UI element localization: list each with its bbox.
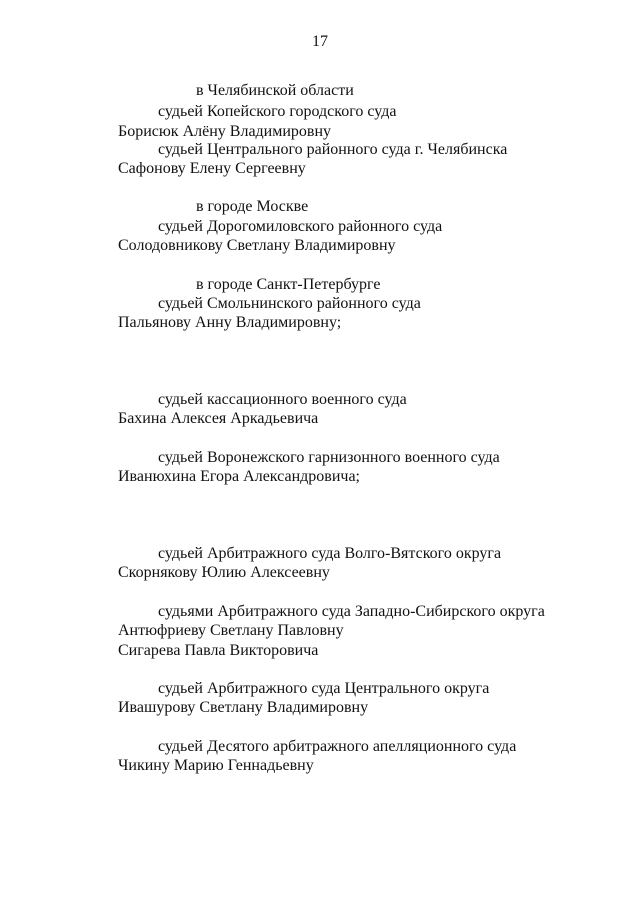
judge-name: Пальянову Анну Владимировну; — [118, 314, 342, 331]
judge-name: Чикину Марию Геннадьевну — [118, 757, 314, 774]
court-line: судьей Воронежского гарнизонного военного суда — [158, 449, 500, 466]
judge-name: Иванюхина Егора Александровича; — [118, 468, 360, 485]
judge-name: Сигарева Павла Викторовича — [118, 642, 319, 659]
court-line: судьей Смольнинского районного суда — [158, 295, 421, 312]
region-heading: в Челябинской области — [196, 82, 354, 99]
court-line: судьей Арбитражного суда Центрального округа — [158, 680, 490, 697]
region-heading: в городе Санкт-Петербурге — [196, 276, 381, 293]
judge-name: Скорнякову Юлию Алексеевну — [118, 564, 330, 581]
court-line: судьей Десятого арбитражного апелляционного суда — [158, 738, 517, 755]
judge-name: Антюфриеву Светлану Павловну — [118, 622, 344, 639]
court-line: судьями Арбитражного суда Западно-Сибирского округа — [158, 603, 545, 620]
court-line: судьей Арбитражного суда Волго-Вятского округа — [158, 545, 502, 562]
judge-name: Борисюк Алёну Владимировну — [118, 123, 332, 140]
court-line: судьей Копейского городского суда — [158, 103, 397, 120]
judge-name: Бахина Алексея Аркадьевича — [118, 410, 319, 427]
court-line: судьей Дорогомиловского районного суда — [158, 218, 443, 235]
judge-name: Ивашурову Светлану Владимировну — [118, 699, 369, 716]
court-line: судьей Центрального районного суда г. Челябинска — [158, 141, 508, 158]
page-number: 17 — [312, 33, 328, 50]
court-line: судьей кассационного военного суда — [158, 391, 407, 408]
judge-name: Солодовникову Светлану Владимировну — [118, 237, 396, 254]
judge-name: Сафонову Елену Сергеевну — [118, 160, 306, 177]
region-heading: в городе Москве — [196, 198, 309, 215]
